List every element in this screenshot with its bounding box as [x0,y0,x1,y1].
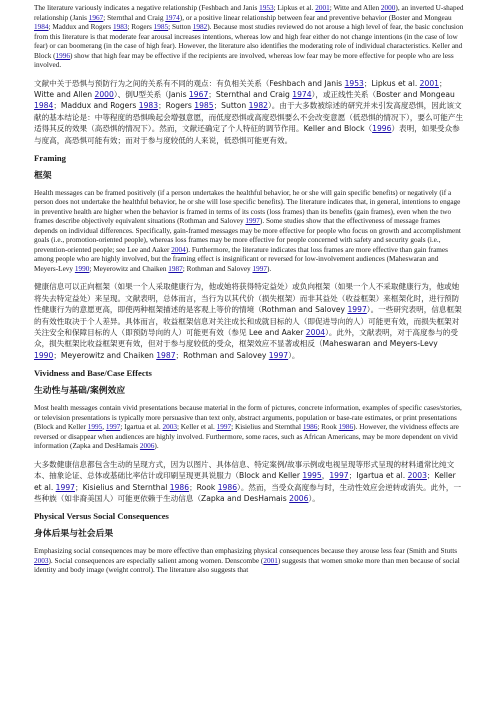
text-segment: ). Some studies show that the effectiveness of message frames depends on individual differences. Specifically, gain-framed messages may be more effective for people who focus on growth and accomplishment goals (i.e., promotion-oriented people), whereas loss frames may be more effective for people concerned with safety and security goals (i.e., prevention-oriented people; see Lee and Aaker [34,217,461,254]
citation-link[interactable]: 1996 [55,51,71,60]
citation-link[interactable]: 2000 [380,4,396,12]
section-heading-english [34,511,464,522]
citation-link[interactable]: 1997 [268,350,289,360]
text-segment: ; Rogers [127,23,154,31]
citation-link[interactable]: 1997 [329,471,349,481]
citation-link[interactable]: 1983 [138,101,159,111]
text-segment: ）、倒U型关系（Janis [113,89,189,99]
citation-link[interactable]: 1967 [88,13,104,22]
text-segment: Vividness and Base/Case Effects [34,368,152,379]
paragraph-english [34,4,464,71]
citation-link[interactable]: 1967 [188,89,209,99]
citation-link[interactable]: 1986 [217,482,238,492]
text-segment: ；Maddux and Rogers [53,101,139,111]
section-heading-chinese [34,386,464,397]
citation-link[interactable]: 1996 [372,124,392,134]
citation-link[interactable]: 2003 [34,556,49,565]
citation-link[interactable]: 1982 [248,101,268,111]
paragraph-english [34,547,464,576]
text-segment: ; Igartua et al. [120,423,163,432]
citation-link[interactable]: 1997 [245,217,260,226]
text-segment: Physical Versus Social Consequences [34,511,169,522]
paragraph-english [34,189,464,275]
text-segment: ）。 [308,494,320,503]
text-segment: ；Sternthal and Craig [208,89,293,99]
text-segment: ），或正线性关系（Boster and Mongeau [311,89,455,99]
text-segment: , [102,423,106,432]
paragraph-chinese [34,78,464,146]
citation-link[interactable]: 1985 [153,23,169,31]
citation-link[interactable]: 1990 [34,350,54,360]
text-segment: The literature variously indicates a negative relationship (Feshbach and Janis [34,4,260,12]
text-segment: ). [154,442,159,451]
text-segment: Emphasizing social consequences may be more effective than emphasizing physical consequences because they arouse less fear (Smith and Stutts [34,547,458,556]
citation-link[interactable]: 2001 [419,78,439,88]
text-segment: ）表明，如果受众参与度高，高恐惧可能有效；而对于参与度较低的人来说，低恐惧可能更有效。 [34,124,460,145]
citation-link[interactable]: 2001 [315,4,330,12]
citation-link[interactable]: 1953 [259,4,274,12]
citation-link[interactable]: 1984 [34,101,54,111]
text-segment: ; Rook [317,423,339,432]
section-heading-chinese [34,529,464,540]
citation-link[interactable]: 1987 [168,264,183,273]
text-segment: ）。 [288,350,300,360]
text-segment: 身体后果与社会后果 [34,529,114,540]
article-page [34,4,464,583]
paragraph-chinese [34,459,464,505]
text-segment: ). Because most studies reviewed do not arouse a high level of fear, the basic conclusion from this literature is that moderate fear arousal increases intentions, whereas low and high fear either do not change intentions (in the case of low fear) or can boomerang (in the case of high fear). However, the literature also identifies the moderating role of individual characteristics. Keller and Block ( [34,23,464,60]
text-segment: ), an inverted U-shaped relationship (Janis [34,4,464,22]
text-segment: ). However, the vividness effects are reversed or disappear when audiences are highly involved. Furthermore, some races, such as African Americans, may be more dependent on vivid information (Zapka and DesHamais [34,423,459,451]
text-segment: ) show that high fear may be effective if the recipients are involved, whereas low fear may be more effective for people who are less involved. [34,51,454,69]
citation-link[interactable]: 1997 [105,423,121,432]
citation-link[interactable]: 1985 [194,101,214,111]
text-segment: 框架 [34,170,52,181]
citation-link[interactable]: 1986 [169,482,190,492]
text-segment: Framing [34,152,66,163]
text-segment: ；Rogers [158,101,195,111]
citation-link[interactable]: 1990 [74,264,90,273]
citation-link[interactable]: 1986 [338,423,354,432]
text-segment: ；Kisielius and Sternthal [74,482,170,492]
citation-link[interactable]: 2004 [305,328,326,338]
text-segment: ）。由于大多数被综述的研究并未引发高度恐惧，因此该文献的基本结论是：中等程度的恐惧唤起会增强意愿，而低度恐惧或高度恐惧要么不会改变意愿（低恐惧的情况下），要么可能产生适得其反的效果（高恐惧的情况下）。然而，文献还确定了个人特征的调节作用。Keller and Block（ [34,101,464,134]
section-heading-chinese [34,171,464,182]
text-segment: ；Keller et al. [34,471,456,492]
text-segment: ；Igartua et al. [348,471,408,481]
citation-link[interactable]: 1983 [112,23,128,31]
citation-link[interactable]: 1984 [34,23,49,31]
text-segment: 生动性与基础/案例效应 [34,386,126,397]
citation-link[interactable]: 2003 [407,471,427,481]
text-segment: ；Witte and Allen [34,78,447,99]
text-segment: ；Meyerowitz and Chaiken [53,350,157,360]
citation-link[interactable]: 1997 [252,264,267,273]
citation-link[interactable]: 1953 [344,78,364,88]
citation-link[interactable]: 2003 [162,423,177,432]
citation-link[interactable]: 1997 [55,482,75,492]
citation-link[interactable]: 2006 [139,442,155,451]
text-segment: 文献中关于恐惧与预防行为之间的关系有不同的观点：有负相关关系（Feshbach and Janis [34,78,345,88]
citation-link[interactable]: 1986 [302,423,318,432]
text-segment: ; Keller et al. [176,423,217,432]
text-segment: ；Rook [189,482,218,492]
text-segment: ；Lipkus et al. [363,78,420,88]
text-segment: ; Kisielius and Sternthal [231,423,303,432]
citation-link[interactable]: 1995 [302,471,322,481]
text-segment: ; Witte and Allen [329,4,381,12]
text-segment: ; Sternthal and Craig [103,13,166,22]
citation-link[interactable]: 2001 [263,556,278,565]
text-segment: ). Furthermore, the literature indicates that loss frames are more effective than gain frames among people who are highly involved, but the framing effect is insignificant or reversed for low-involvement audiences (Maheswaran and Meyers-Levy [34,245,448,273]
text-segment: ; Meyerowitz and Chaiken [89,264,169,273]
citation-link[interactable]: 1997 [347,305,367,315]
text-segment: ), or a positive linear relationship between fear and preventive behavior (Boster and Mongeau [179,13,452,22]
text-segment: 大多数健康信息都包含生动的呈现方式，因为以图片、具体信息、特定案例/故事示例或电视呈现等形式呈现的材料通常比纯文本、抽象论证、总体或基础比率估计或印刷呈现更具说服力（Block and Keller [34,459,455,481]
text-segment: ; Rothman and Salovey [182,264,253,273]
text-segment: ; Sutton [168,23,193,31]
citation-link[interactable]: 1974 [292,89,312,99]
citation-link[interactable]: 1997 [216,423,232,432]
text-segment: ; Maddux and Rogers [48,23,113,31]
text-segment: ， [321,471,330,481]
text-segment: ; Lipkus et al. [273,4,316,12]
paragraph-english [34,404,464,452]
text-segment: ) suggests that women smoke more than men because of social identity and body image (weight control). The literature also suggests that [34,556,460,575]
citation-link[interactable]: 1987 [156,350,176,360]
section-heading-english [34,153,464,164]
text-segment: 健康信息可以正向框架（如果一个人采取健康行为，他或她将获得特定益处）或负向框架（如果一个人不采取健康行为，他或她将失去特定益处）来呈现。文献表明，总体而言，当行为以其代价（损失框架）而非其益处（收益框架）来框架化时，进行预防性健康行为的意愿更高，即使两种框架描述的是客观上等价的情境（Rothman and Salovey [34,282,460,315]
citation-link[interactable]: 2004 [171,245,186,254]
citation-link[interactable]: 2000 [94,89,114,99]
text-segment: ). [266,264,272,273]
text-segment: Most health messages contain vivid presentations because material in the form of pictures, concrete information, examples of specific cases/stories, or television presentations is typically more persuasive than text only, abstract arguments, population or base-rate estimates, or print presentations (Block and Keller [34,404,462,432]
section-heading-english [34,368,464,379]
text-segment: ). Social consequences are especially salient among women. Denscombe ( [48,556,264,565]
text-segment: ）。然而，当受众高度参与时，生动性效应会逆转或消失。此外，一些种族（如非裔美国人）可能更依赖于生动信息（Zapka and DesHamais [34,482,462,503]
paragraph-chinese [34,281,464,361]
text-segment: Health messages can be framed positively (if a person undertakes the healthful behavior, he or she will gain specific benefits) or negatively (if a person does not undertake the healthful behavior, he or she will lose specific benefits). The literature indicates that, in general, intentions to engage in preventive health are higher when the behavior is framed in terms of its costs (loss frames) than its benefits (gain frames), even when the two frames describe objectively equivalent situations (Rothman and Salovey [34,188,461,226]
text-segment: ）。一些研究表明，信息框架的有效性取决于个人差异。具体而言，收益框架信息对关注成长和成就目标的人（即促进导向的人）可能更有效，而损失框架对关注安全和保障目标的人（即预防导向的人）可能更有效（参见 Lee and Aaker [34,305,462,338]
text-segment: ）。此外，文献表明，对于高度参与的受众，损失框架比收益框架更有效，但对于参与度较低的受众，框架效应不显著或相反（Maheswaran and Meyers-Levy [34,328,458,349]
text-segment: ；Sutton [213,101,249,111]
citation-link[interactable]: 1995 [87,423,103,432]
citation-link[interactable]: 1974 [165,13,180,22]
text-segment: ；Rothman and Salovey [175,350,269,360]
citation-link[interactable]: 1982 [192,23,208,31]
citation-link[interactable]: 2006 [289,494,309,503]
